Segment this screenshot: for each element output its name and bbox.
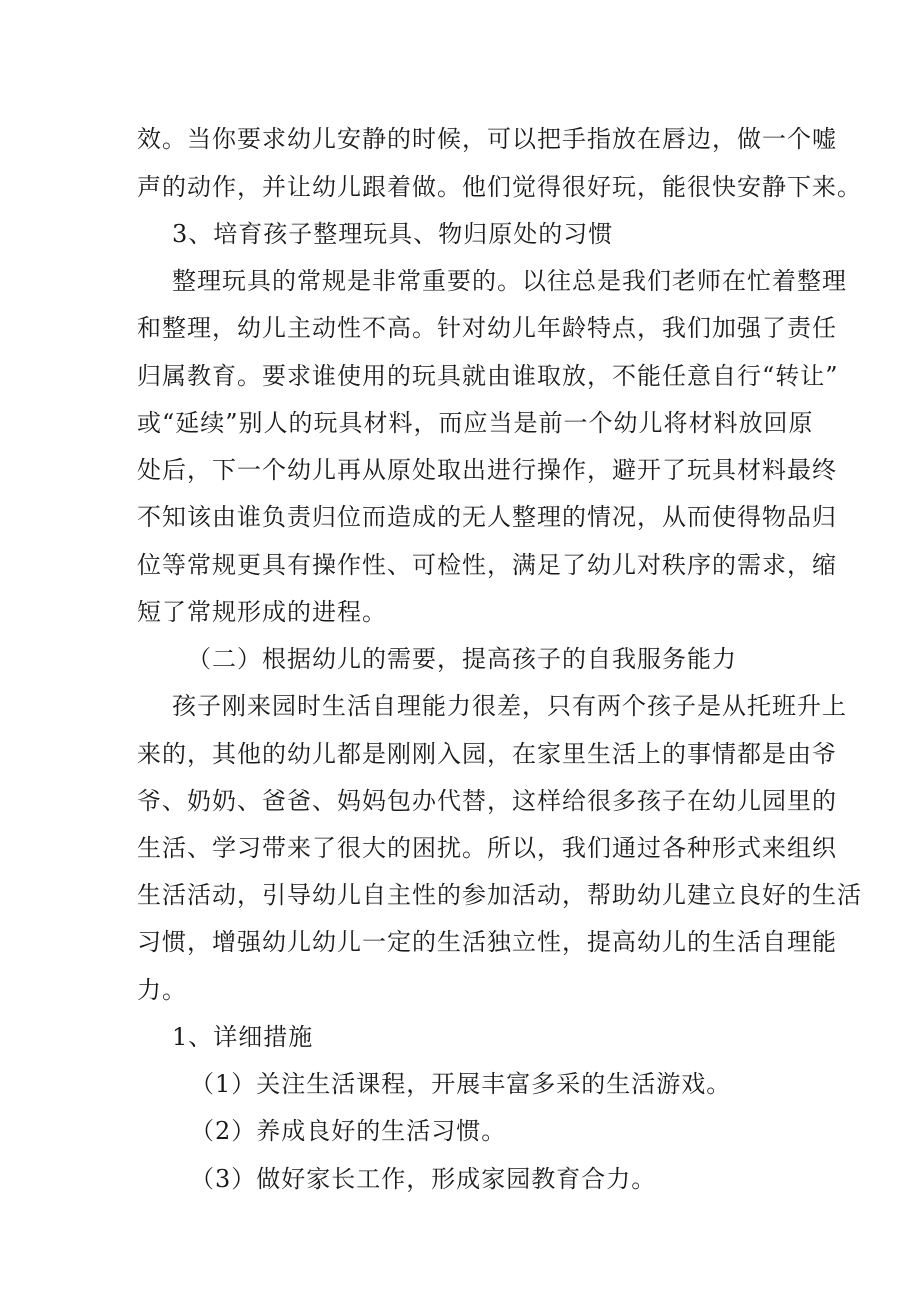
paragraph-line: 处后，下一个幼儿再从原处取出进行操作，避开了玩具材料最终 [137, 456, 837, 484]
paragraph-line: 爷、奶奶、爸爸、妈妈包办代替，这样给很多孩子在幼儿园里的 [137, 787, 837, 815]
section-heading: 3、培育孩子整理玩具、物归原处的习惯 [172, 220, 614, 248]
paragraph-line: 或“延续”别人的玩具材料，而应当是前一个幼儿将材料放回原 [137, 409, 814, 437]
paragraph-line: 整理玩具的常规是非常重要的。以往总是我们老师在忙着整理 [172, 267, 847, 295]
paragraph-line: 孩子刚来园时生活自理能力很差，只有两个孩子是从托班升上 [172, 692, 847, 720]
paragraph-line: 归属教育。要求谁使用的玩具就由谁取放，不能任意自行“转让” [137, 362, 839, 390]
paragraph-line: 生活活动，引导幼儿自主性的参加活动，帮助幼儿建立良好的生活 [137, 881, 862, 909]
paragraph-line: 短了常规形成的进程。 [137, 598, 387, 626]
list-item: （3）做好家长工作，形成家园教育合力。 [190, 1165, 657, 1193]
section-heading: 1、详细措施 [172, 1023, 314, 1051]
paragraph-line: 力。 [137, 976, 187, 1004]
paragraph-line: 生活、学习带来了很大的困扰。所以，我们通过各种形式来组织 [137, 834, 837, 862]
list-item: （2）养成良好的生活习惯。 [190, 1117, 507, 1145]
list-item: （1）关注生活课程，开展丰富多采的生活游戏。 [190, 1070, 732, 1098]
paragraph-line: 效。当你要求幼儿安静的时候，可以把手指放在唇边，做一个嘘 [137, 125, 837, 153]
paragraph-line: 习惯，增强幼儿幼儿一定的生活独立性，提高幼儿的生活自理能 [137, 928, 837, 956]
paragraph-line: 不知该由谁负责归位而造成的无人整理的情况，从而使得物品归 [137, 503, 837, 531]
section-heading: （二）根据幼儿的需要，提高孩子的自我服务能力 [187, 645, 737, 673]
paragraph-line: 位等常规更具有操作性、可检性，满足了幼儿对秩序的需求，缩 [137, 551, 837, 579]
paragraph-line: 声的动作，并让幼儿跟着做。他们觉得很好玩，能很快安静下来。 [137, 173, 862, 201]
paragraph-line: 和整理，幼儿主动性不高。针对幼儿年龄特点，我们加强了责任 [137, 314, 837, 342]
paragraph-line: 来的，其他的幼儿都是刚刚入园，在家里生活上的事情都是由爷 [137, 740, 837, 768]
